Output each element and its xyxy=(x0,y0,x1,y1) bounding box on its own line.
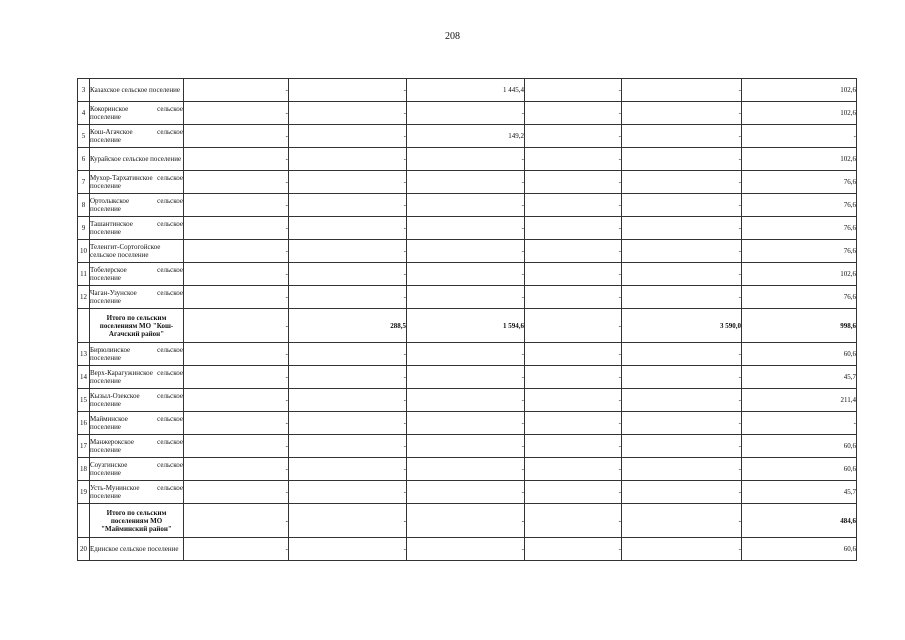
value-cell: - xyxy=(525,125,622,148)
value-cell: - xyxy=(622,102,742,125)
value-cell: 102,6 xyxy=(742,102,857,125)
value-cell: - xyxy=(622,343,742,366)
settlement-name: Кош-Агачское сельское поселение xyxy=(90,125,184,148)
table-row xyxy=(78,263,857,286)
value-cell: - xyxy=(407,435,525,458)
value-cell: - xyxy=(289,286,407,309)
value-cell: 211,4 xyxy=(742,389,857,412)
settlement-name: Кызыл-Озекское сельское поселение xyxy=(90,389,184,412)
value-cell: - xyxy=(622,240,742,263)
value-cell: - xyxy=(622,194,742,217)
value-cell: - xyxy=(289,125,407,148)
value-cell: - xyxy=(525,217,622,240)
value-cell: 76,6 xyxy=(742,217,857,240)
value-cell: - xyxy=(289,366,407,389)
value-cell: - xyxy=(289,435,407,458)
row-number: 8 xyxy=(78,194,90,217)
value-cell: - xyxy=(289,240,407,263)
value-cell: - xyxy=(407,343,525,366)
value-cell: - xyxy=(622,171,742,194)
value-cell: - xyxy=(622,481,742,504)
value-cell: 76,6 xyxy=(742,286,857,309)
value-cell: - xyxy=(622,435,742,458)
value-cell: - xyxy=(289,343,407,366)
row-number: 14 xyxy=(78,366,90,389)
value-cell: - xyxy=(407,240,525,263)
row-number: 11 xyxy=(78,263,90,286)
table-row xyxy=(78,171,857,194)
table-row xyxy=(78,194,857,217)
value-cell: - xyxy=(525,435,622,458)
value-cell: - xyxy=(622,217,742,240)
value-cell: - xyxy=(184,171,289,194)
value-cell: - xyxy=(184,458,289,481)
value-cell: - xyxy=(525,102,622,125)
value-cell: - xyxy=(289,171,407,194)
value-cell: - xyxy=(525,538,622,561)
value-cell: 288,5 xyxy=(289,309,407,343)
value-cell: - xyxy=(525,240,622,263)
value-cell: - xyxy=(742,125,857,148)
value-cell: 102,6 xyxy=(742,263,857,286)
value-cell: - xyxy=(407,286,525,309)
value-cell: - xyxy=(622,366,742,389)
settlement-name: Казахское сельское поселение xyxy=(90,79,184,102)
value-cell: 76,6 xyxy=(742,194,857,217)
value-cell: - xyxy=(407,366,525,389)
value-cell: - xyxy=(407,481,525,504)
table-row xyxy=(78,286,857,309)
value-cell: - xyxy=(184,240,289,263)
value-cell: - xyxy=(525,148,622,171)
value-cell: - xyxy=(407,389,525,412)
table-row xyxy=(78,481,857,504)
settlement-name: Единское сельское поселение xyxy=(90,538,184,561)
value-cell: - xyxy=(184,102,289,125)
value-cell: - xyxy=(622,412,742,435)
value-cell: 102,6 xyxy=(742,79,857,102)
value-cell: - xyxy=(407,412,525,435)
table-row xyxy=(78,343,857,366)
value-cell: - xyxy=(407,263,525,286)
table-row xyxy=(78,412,857,435)
row-number xyxy=(78,504,90,538)
value-cell: - xyxy=(407,458,525,481)
value-cell: - xyxy=(184,481,289,504)
row-number: 19 xyxy=(78,481,90,504)
value-cell: - xyxy=(525,343,622,366)
value-cell: - xyxy=(184,435,289,458)
row-number: 9 xyxy=(78,217,90,240)
table-row xyxy=(78,217,857,240)
value-cell: - xyxy=(525,263,622,286)
settlement-name: Верх-Карагужинское сельское поселение xyxy=(90,366,184,389)
value-cell: - xyxy=(407,171,525,194)
row-number: 4 xyxy=(78,102,90,125)
value-cell: 3 590,0 xyxy=(622,309,742,343)
value-cell: - xyxy=(289,102,407,125)
settlement-name: Усть-Мунинское сельское поселение xyxy=(90,481,184,504)
row-number: 7 xyxy=(78,171,90,194)
value-cell: - xyxy=(525,286,622,309)
table-row xyxy=(78,240,857,263)
row-number: 20 xyxy=(78,538,90,561)
value-cell: - xyxy=(184,263,289,286)
value-cell: 60,6 xyxy=(742,538,857,561)
value-cell: - xyxy=(289,412,407,435)
value-cell: - xyxy=(622,458,742,481)
value-cell: - xyxy=(622,538,742,561)
table-row xyxy=(78,125,857,148)
value-cell: - xyxy=(184,538,289,561)
budget-table xyxy=(77,78,857,561)
value-cell: 60,6 xyxy=(742,343,857,366)
value-cell: - xyxy=(184,366,289,389)
value-cell: - xyxy=(289,194,407,217)
row-number: 12 xyxy=(78,286,90,309)
value-cell: - xyxy=(289,458,407,481)
value-cell: - xyxy=(525,481,622,504)
value-cell: - xyxy=(525,79,622,102)
value-cell: 998,6 xyxy=(742,309,857,343)
value-cell: - xyxy=(622,148,742,171)
value-cell: - xyxy=(622,389,742,412)
value-cell: - xyxy=(184,389,289,412)
value-cell: - xyxy=(407,194,525,217)
row-number: 15 xyxy=(78,389,90,412)
value-cell: 60,6 xyxy=(742,458,857,481)
value-cell: - xyxy=(289,389,407,412)
table-row xyxy=(78,102,857,125)
value-cell: - xyxy=(407,148,525,171)
settlement-name: Тобелерское сельское поселение xyxy=(90,263,184,286)
value-cell: 76,6 xyxy=(742,240,857,263)
value-cell: 1 445,4 xyxy=(407,79,525,102)
value-cell: 60,6 xyxy=(742,435,857,458)
value-cell: - xyxy=(525,389,622,412)
value-cell: - xyxy=(289,217,407,240)
row-number: 3 xyxy=(78,79,90,102)
value-cell: - xyxy=(525,366,622,389)
value-cell: 45,7 xyxy=(742,366,857,389)
settlement-name: Ортолыкское сельское поселение xyxy=(90,194,184,217)
value-cell: - xyxy=(525,309,622,343)
value-cell: - xyxy=(289,263,407,286)
value-cell: 45,7 xyxy=(742,481,857,504)
settlement-name: Чаган-Узунское сельское поселение xyxy=(90,286,184,309)
value-cell: - xyxy=(184,343,289,366)
value-cell: 484,6 xyxy=(742,504,857,538)
value-cell: - xyxy=(407,538,525,561)
settlement-name: Манжерокское сельское поселение xyxy=(90,435,184,458)
table-row xyxy=(78,458,857,481)
total-row xyxy=(78,504,857,538)
value-cell: - xyxy=(407,504,525,538)
value-cell: 1 594,6 xyxy=(407,309,525,343)
table-row xyxy=(78,148,857,171)
settlement-name: Теленгит-Сортогойское сельское поселение xyxy=(90,240,184,263)
value-cell: - xyxy=(525,504,622,538)
row-number xyxy=(78,309,90,343)
value-cell: - xyxy=(525,194,622,217)
value-cell: - xyxy=(289,538,407,561)
settlement-name: Соузгинское сельское поселение xyxy=(90,458,184,481)
value-cell: 76,6 xyxy=(742,171,857,194)
value-cell: - xyxy=(289,79,407,102)
value-cell: - xyxy=(525,458,622,481)
row-number: 17 xyxy=(78,435,90,458)
value-cell: 102,6 xyxy=(742,148,857,171)
settlement-name: Курайское сельское поселение xyxy=(90,148,184,171)
settlement-name: Ташантинское сельское поселение xyxy=(90,217,184,240)
table-row xyxy=(78,389,857,412)
row-number: 13 xyxy=(78,343,90,366)
page-number: 208 xyxy=(445,31,460,42)
value-cell: - xyxy=(289,148,407,171)
value-cell: - xyxy=(184,125,289,148)
value-cell: - xyxy=(184,79,289,102)
total-row xyxy=(78,309,857,343)
value-cell: - xyxy=(184,194,289,217)
value-cell: - xyxy=(184,217,289,240)
row-number: 6 xyxy=(78,148,90,171)
table-row xyxy=(78,79,857,102)
value-cell: - xyxy=(622,79,742,102)
row-number: 18 xyxy=(78,458,90,481)
value-cell: - xyxy=(622,286,742,309)
settlement-name: Кокоринское сельское поселение xyxy=(90,102,184,125)
table-row xyxy=(78,435,857,458)
table-body xyxy=(78,79,857,561)
total-label: Итого по сельским поселениям МО "Майминский район" xyxy=(90,504,184,538)
value-cell: - xyxy=(289,481,407,504)
value-cell: - xyxy=(622,125,742,148)
row-number: 10 xyxy=(78,240,90,263)
settlement-name: Мухор-Тархатинское сельское поселение xyxy=(90,171,184,194)
value-cell: - xyxy=(184,286,289,309)
table-row xyxy=(78,538,857,561)
value-cell: - xyxy=(742,412,857,435)
table-row xyxy=(78,366,857,389)
value-cell: - xyxy=(525,412,622,435)
value-cell: - xyxy=(525,171,622,194)
total-label: Итого по сельским поселениям МО "Кош-Агачский район" xyxy=(90,309,184,343)
value-cell: - xyxy=(289,504,407,538)
value-cell: - xyxy=(407,102,525,125)
value-cell: 149,2 xyxy=(407,125,525,148)
settlement-name: Бирюлинское сельское поселение xyxy=(90,343,184,366)
value-cell: - xyxy=(622,504,742,538)
value-cell: - xyxy=(184,309,289,343)
value-cell: - xyxy=(184,148,289,171)
settlement-name: Майминское сельское поселение xyxy=(90,412,184,435)
value-cell: - xyxy=(622,263,742,286)
row-number: 5 xyxy=(78,125,90,148)
value-cell: - xyxy=(184,504,289,538)
row-number: 16 xyxy=(78,412,90,435)
value-cell: - xyxy=(184,412,289,435)
value-cell: - xyxy=(407,217,525,240)
